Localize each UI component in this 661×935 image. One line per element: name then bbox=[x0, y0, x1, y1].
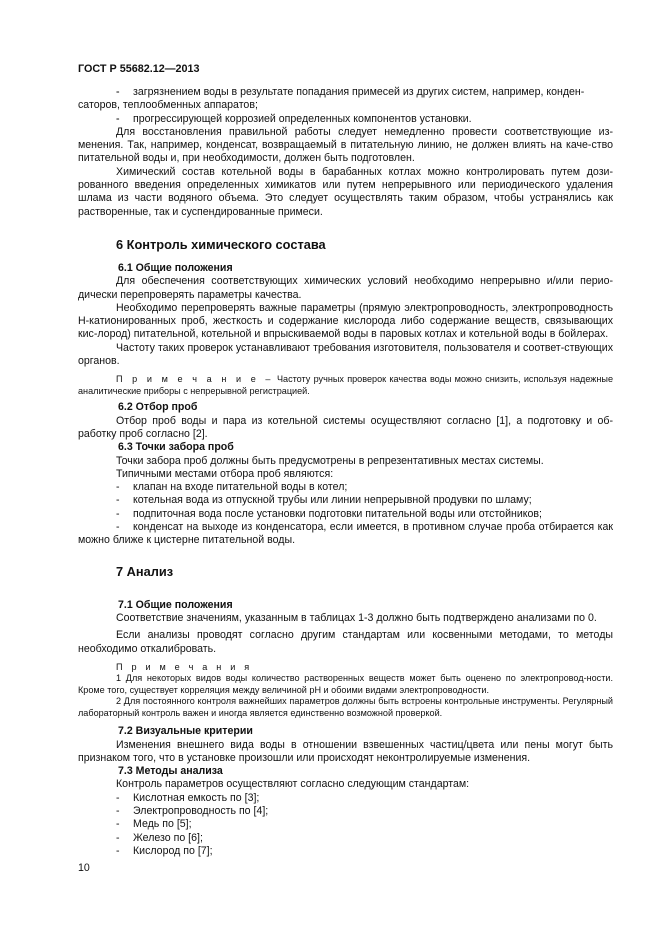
section-heading: 6 Контроль химического состава bbox=[116, 236, 326, 252]
list-item-continuation: саторов, теплообменных аппаратов; bbox=[78, 99, 258, 112]
page-content bbox=[78, 86, 613, 858]
note-label: П р и м е ч а н и е – bbox=[116, 374, 274, 385]
document-header: ГОСТ Р 55682.12—2013 bbox=[78, 63, 200, 75]
note: 2 Для постоянного контроля важнейших параметров должны быть встроены контрольные инструменты. Регулярный лабораторный контроль важен и иногда является единственно возможной проверкой. bbox=[78, 696, 613, 718]
paragraph: Для обеспечения соответствующих химических условий необходимо непрерывно и/или перио-дически перепроверять параметры качества. bbox=[78, 275, 613, 301]
subsection-heading: 6.1 Общие положения bbox=[118, 261, 233, 274]
list-item: - Кислотная емкость по [3]; bbox=[78, 792, 613, 805]
list-item: - Кислород по [7]; bbox=[78, 845, 613, 858]
paragraph: Соответствие значениям, указанным в таблицах 1-3 должно быть подтверждено анализами по 0. bbox=[116, 611, 597, 624]
paragraph: Частоту таких проверок устанавливают требования изготовителя, пользователя и соответ-ствующих органов. bbox=[78, 341, 613, 368]
paragraph: Для восстановления правильной работы следует немедленно провести соответствующие из-менения. Так, например, конденсат, возвращаемый в питательную линию, не должен влиять на каче-ство питательной воды и, при необходимости, должен быть подготовлен. bbox=[78, 125, 613, 165]
page-number: 10 bbox=[78, 862, 90, 874]
list-item: - Медь по [5]; bbox=[78, 818, 613, 831]
section-heading: 7 Анализ bbox=[116, 563, 174, 579]
list-item: - клапан на входе питательной воды в котел; bbox=[78, 481, 613, 494]
subsection-heading: 6.2 Отбор проб bbox=[118, 401, 198, 414]
paragraph: Точки забора проб должны быть предусмотрены в репрезентативных местах системы. bbox=[116, 454, 544, 467]
list-item: - котельная вода из отпускной трубы или линии непрерывной продувки по шламу; bbox=[78, 494, 613, 507]
list-item: - - загрязнением воды в результате попадания примесей из других систем, например, конден- bbox=[78, 86, 613, 99]
list-item: - Железо по [6]; bbox=[78, 832, 613, 845]
paragraph: Если анализы проводят согласно другим стандартам или косвенными методами, то методы необходимо откалибровать. bbox=[78, 629, 613, 655]
subsection-heading: 7.2 Визуальные критерии bbox=[118, 725, 253, 738]
subsection-heading: 6.3 Точки забора проб bbox=[118, 441, 234, 454]
list-item: - Электропроводность по [4]; bbox=[78, 805, 613, 818]
note-text: Частоту ручных проверок качества воды можно снизить, используя надежные аналитические приборы с непрерывной регистрацией. bbox=[78, 374, 613, 396]
sampling-points-list bbox=[78, 481, 613, 547]
notes-label: П р и м е ч а н и я bbox=[116, 661, 253, 672]
paragraph: Типичными местами отбора проб являются: bbox=[116, 467, 334, 480]
subsection-heading: 7.1 Общие положения bbox=[118, 598, 233, 611]
list-item: - подпиточная вода после установки подготовки питательной воды или отстойников; bbox=[78, 508, 613, 521]
paragraph: Отбор проб воды и пара из котельной системы осуществляют согласно [1], а подготовку и об-работку проб согласно [2]. bbox=[78, 414, 613, 440]
paragraph: Контроль параметров осуществляют согласно следующим стандартам: bbox=[116, 778, 470, 791]
paragraph: Необходимо перепроверять важные параметры (прямую электропроводность, электропроводность Н-катионированных проб, жесткость и содержание кислорода либо содержание веществ, связывающих кис-лород) питательной, котельной и впрыскиваемой воды в паровых котлах и котельной воды в бойлерах. bbox=[78, 301, 613, 341]
analysis-methods-list bbox=[78, 792, 613, 858]
note bbox=[78, 374, 613, 397]
list-item: - конденсат на выходе из конденсатора, если имеется, в противном случае проба отбирается как можно ближе к цистерне питательной воды. bbox=[78, 521, 613, 547]
paragraph: Химический состав котельной воды в барабанных котлах можно контролировать путем дози-рованного введения определенных химикатов или путем непрерывного или периодического удаления шлама из части водяного объема. Это следует осуществлять таким образом, чтобы устранялись как растворенные, так и суспендированные примеси. bbox=[78, 165, 613, 218]
list-item: - - прогрессирующей коррозией определенных компонентов установки. bbox=[78, 113, 613, 126]
subsection-heading: 7.3 Методы анализа bbox=[118, 765, 223, 778]
paragraph: Изменения внешнего вида воды в отношении взвешенных частиц/цвета или пены могут быть признаком того, что в установке произошли или происходят неконтролируемые изменения. bbox=[78, 738, 613, 764]
note: 1 Для некоторых видов воды количество растворенных веществ может быть оценено по электропровод-ности. Кроме того, существует корреляция между величиной pH и обоими видами электропроводности. bbox=[78, 673, 613, 695]
